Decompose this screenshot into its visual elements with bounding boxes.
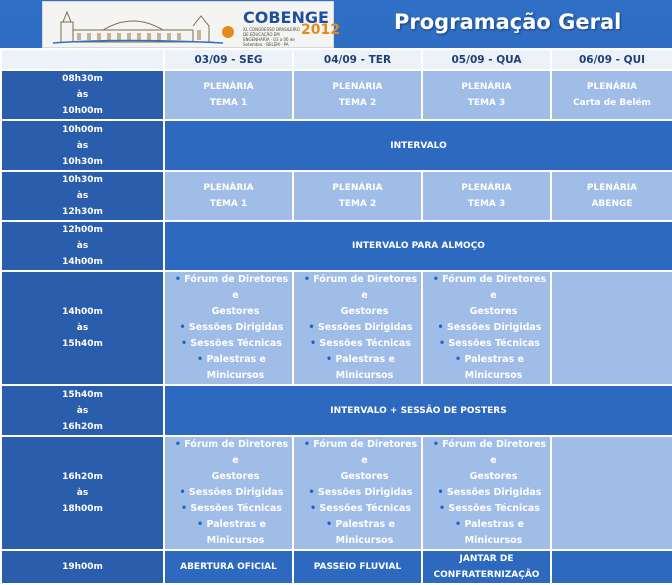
- cobenge-logo: [42, 1, 340, 48]
- session-cell: [551, 171, 672, 221]
- bullet-icon: •: [303, 274, 310, 285]
- time-start: 16h20m: [62, 472, 103, 482]
- activity-label: Gestores: [469, 471, 518, 482]
- activities-cell: [164, 436, 293, 550]
- time-sep: às: [76, 405, 89, 416]
- time-start: 10h30m: [62, 175, 103, 185]
- session-subtitle: TEMA 1: [209, 199, 248, 209]
- activity-label: Palestras e Minicursos: [335, 354, 395, 381]
- bullet-icon: •: [308, 487, 315, 498]
- bullet-icon: •: [179, 322, 186, 333]
- session-title: PLENÁRIA: [461, 183, 512, 193]
- header-row: [1, 49, 672, 70]
- day-header: 06/09 - QUI: [551, 49, 672, 70]
- time-sep: às: [76, 191, 89, 201]
- activity-item: [300, 272, 421, 320]
- activity-item: [429, 437, 550, 485]
- bullet-icon: •: [439, 338, 446, 349]
- activity-label: Sessões Técnicas: [319, 503, 411, 514]
- schedule-table: [0, 48, 672, 585]
- table-row: [1, 221, 672, 271]
- evening-event-cell: [422, 550, 551, 584]
- activity-item: [171, 320, 292, 336]
- activity-label: Sessões Dirigidas: [446, 487, 542, 498]
- bullet-icon: •: [437, 322, 444, 333]
- bullet-icon: •: [432, 439, 439, 450]
- session-subtitle: TEMA 3: [467, 199, 506, 209]
- activity-label: Palestras e Minicursos: [464, 519, 524, 546]
- table-row: [1, 70, 672, 120]
- corner-cell: [1, 49, 164, 70]
- activity-label: Fórum de Diretores e: [442, 439, 547, 466]
- session-title: PLENÁRIA: [332, 183, 383, 193]
- table-row: [1, 171, 672, 221]
- bullet-icon: •: [174, 439, 181, 450]
- session-title: PLENÁRIA: [203, 183, 254, 193]
- bullet-icon: •: [308, 322, 315, 333]
- activity-label: Sessões Dirigidas: [446, 322, 542, 333]
- time-start: 10h00m: [62, 124, 103, 135]
- break-cell: INTERVALO + SESSÃO DE POSTERS: [164, 385, 672, 436]
- activity-label: Sessões Dirigidas: [188, 487, 284, 498]
- bullet-icon: •: [455, 519, 462, 530]
- activity-label: Fórum de Diretores e: [313, 274, 418, 301]
- activity-item: [300, 501, 421, 517]
- activity-item: [429, 352, 550, 384]
- activity-item: [171, 501, 292, 517]
- table-row: [1, 120, 672, 171]
- table-row: [1, 271, 672, 385]
- session-subtitle: TEMA 2: [338, 199, 377, 209]
- activity-item: [300, 336, 421, 352]
- time-end: 12h30m: [62, 207, 103, 217]
- session-title: PLENÁRIA: [586, 183, 638, 193]
- bullet-icon: •: [439, 503, 446, 514]
- time-start: 14h00m: [62, 307, 103, 317]
- time-start: 15h40m: [62, 389, 103, 400]
- activity-item: [429, 517, 550, 549]
- table-row: [1, 436, 672, 550]
- evening-event-cell: ABERTURA OFICIAL: [164, 550, 293, 584]
- activity-label: Gestores: [211, 306, 260, 317]
- activity-label: Fórum de Diretores e: [184, 274, 289, 301]
- day-header: 03/09 - SEG: [164, 49, 293, 70]
- activity-item: [300, 485, 421, 501]
- time-cell: [1, 436, 164, 550]
- activities-cell: [422, 271, 551, 385]
- time-sep: às: [76, 140, 89, 151]
- logo-name: COBENGE: [243, 8, 329, 27]
- bullet-icon: •: [432, 274, 439, 285]
- bullet-icon: •: [174, 274, 181, 285]
- activity-label: Gestores: [211, 471, 260, 482]
- time-end: 16h20m: [62, 421, 103, 432]
- activity-item: [300, 437, 421, 485]
- activity-label: Sessões Técnicas: [448, 503, 540, 514]
- activity-item: [300, 320, 421, 336]
- time-end: 14h00m: [62, 257, 103, 267]
- bullet-icon: •: [310, 338, 317, 349]
- session-cell: [422, 70, 551, 120]
- activity-label: Sessões Técnicas: [190, 338, 282, 349]
- activity-item: [171, 272, 292, 320]
- time-cell: [1, 171, 164, 221]
- time-cell: [1, 271, 164, 385]
- activity-item: [429, 320, 550, 336]
- time-cell: [1, 221, 164, 271]
- activity-item: [171, 485, 292, 501]
- empty-cell: [551, 271, 672, 385]
- activity-item: [171, 352, 292, 384]
- evening-event-cell: PASSEIO FLUVIAL: [293, 550, 422, 584]
- activity-item: [429, 272, 550, 320]
- session-cell: [164, 70, 293, 120]
- session-subtitle: TEMA 1: [209, 98, 248, 108]
- activity-label: Sessões Técnicas: [319, 338, 411, 349]
- bullet-icon: •: [197, 354, 204, 365]
- evening-event-line: CONFRATERNIZAÇÃO: [433, 570, 540, 580]
- time-start: 08h30m: [62, 74, 103, 84]
- time-end: 15h40m: [62, 339, 103, 349]
- time-end: 18h00m: [62, 504, 103, 514]
- table-row: [1, 385, 672, 436]
- activity-label: Gestores: [469, 306, 518, 317]
- activity-label: Sessões Técnicas: [190, 503, 282, 514]
- activity-item: [300, 352, 421, 384]
- time-sep: às: [76, 323, 89, 333]
- activity-label: Palestras e Minicursos: [464, 354, 524, 381]
- time-cell: 19h00m: [1, 550, 164, 584]
- activities-cell: [293, 271, 422, 385]
- activity-label: Palestras e Minicursos: [206, 354, 266, 381]
- page-title: Programação Geral: [394, 10, 622, 34]
- logo-year: 2012: [301, 22, 340, 38]
- time-cell: [1, 385, 164, 436]
- activity-label: Fórum de Diretores e: [313, 439, 418, 466]
- activity-item: [171, 437, 292, 485]
- activity-label: Fórum de Diretores e: [184, 439, 289, 466]
- break-cell: INTERVALO PARA ALMOÇO: [164, 221, 672, 271]
- activity-item: [429, 485, 550, 501]
- time-cell: [1, 120, 164, 171]
- bullet-icon: •: [310, 503, 317, 514]
- activities-cell: [422, 436, 551, 550]
- time-start: 12h00m: [62, 225, 103, 235]
- bullet-icon: •: [437, 487, 444, 498]
- bullet-icon: •: [181, 338, 188, 349]
- activities-cell: [164, 271, 293, 385]
- bullet-icon: •: [303, 439, 310, 450]
- session-subtitle: TEMA 3: [467, 98, 506, 108]
- time-end: 10h00m: [62, 106, 103, 116]
- activity-label: Gestores: [340, 471, 389, 482]
- time-sep: às: [76, 241, 89, 251]
- activity-item: [171, 336, 292, 352]
- evening-event-line: JANTAR DE: [459, 554, 514, 564]
- activity-label: Sessões Dirigidas: [317, 487, 413, 498]
- activity-label: Gestores: [340, 306, 389, 317]
- session-subtitle: Carta de Belém: [573, 98, 651, 108]
- activity-item: [300, 517, 421, 549]
- activity-label: Sessões Técnicas: [448, 338, 540, 349]
- activity-label: Fórum de Diretores e: [442, 274, 547, 301]
- session-cell: [164, 171, 293, 221]
- time-end: 10h30m: [62, 156, 103, 167]
- bullet-icon: •: [326, 354, 333, 365]
- activity-item: [429, 336, 550, 352]
- session-title: PLENÁRIA: [461, 82, 512, 92]
- session-cell: [293, 70, 422, 120]
- session-subtitle: ABENGE: [591, 199, 633, 209]
- day-header: 04/09 - TER: [293, 49, 422, 70]
- session-title: PLENÁRIA: [203, 82, 254, 92]
- time-cell: [1, 70, 164, 120]
- logo-subtitle: XL CONGRESSO BRASILEIRO DE EDUCAÇÃO EM ENGENHARIA · 03 a 06 de Setembro · BELÉM - PA: [243, 27, 300, 47]
- bullet-icon: •: [181, 503, 188, 514]
- session-cell: [293, 171, 422, 221]
- bullet-icon: •: [197, 519, 204, 530]
- session-cell: [422, 171, 551, 221]
- empty-cell: [551, 550, 672, 584]
- time-sep: às: [76, 488, 89, 498]
- table-row: [1, 550, 672, 584]
- session-title: PLENÁRIA: [332, 82, 383, 92]
- activity-label: Palestras e Minicursos: [206, 519, 266, 546]
- activities-cell: [293, 436, 422, 550]
- time-sep: às: [76, 90, 89, 100]
- page-header: [0, 0, 672, 48]
- bullet-icon: •: [179, 487, 186, 498]
- activity-label: Palestras e Minicursos: [335, 519, 395, 546]
- bullet-icon: •: [455, 354, 462, 365]
- session-cell: [551, 70, 672, 120]
- empty-cell: [551, 436, 672, 550]
- session-title: PLENÁRIA: [586, 82, 638, 92]
- bullet-icon: •: [326, 519, 333, 530]
- break-cell: INTERVALO: [164, 120, 672, 171]
- activity-item: [429, 501, 550, 517]
- session-subtitle: TEMA 2: [338, 98, 377, 108]
- activity-item: [171, 517, 292, 549]
- activity-label: Sessões Dirigidas: [317, 322, 413, 333]
- activity-label: Sessões Dirigidas: [188, 322, 284, 333]
- day-header: 05/09 - QUA: [422, 49, 551, 70]
